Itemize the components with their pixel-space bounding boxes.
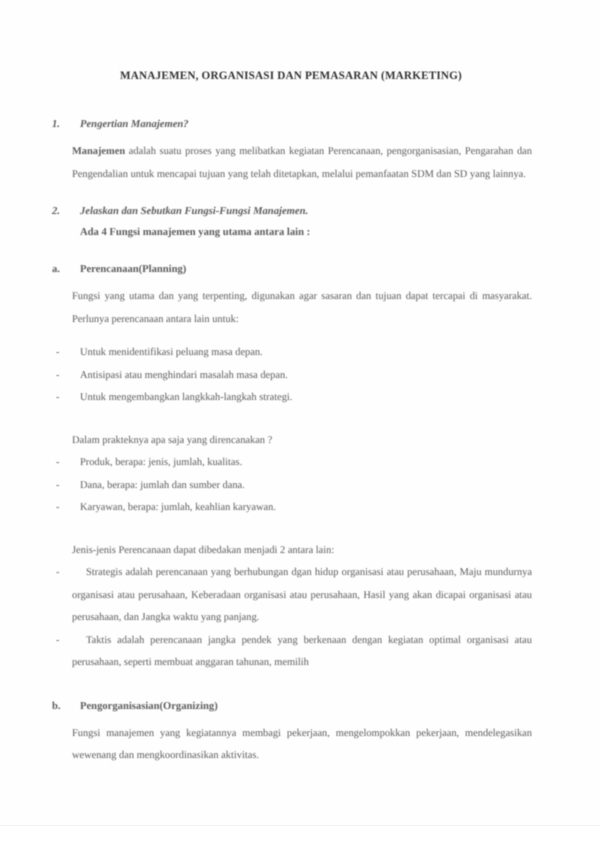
answer-body-text: adalah suatu proses yang melibatkan kegiatan Perencanaan, pengorganisasian, Pengarahan dan Pengendalian untuk mencapai tujuan yang telah ditetapkan, melalui pemanfaatan SDM dan SD yang lainnya.: [72, 146, 532, 180]
question-number-1: 1.: [52, 119, 60, 130]
question-heading-1: Pengertian Manajemen?: [80, 119, 189, 130]
dash-bullet-icon: -: [56, 634, 60, 646]
question-number-2: 2.: [52, 206, 60, 217]
bullet-list-planning-items: [50, 452, 532, 520]
dash-bullet-icon: -: [56, 567, 60, 578]
list-item: [50, 452, 532, 475]
question-item-1: [50, 119, 532, 130]
section-item-a: [50, 264, 532, 275]
page-bottom-edge: [0, 825, 600, 850]
dash-bullet-icon: -: [56, 347, 60, 358]
dash-bullet-icon: -: [56, 479, 60, 491]
section-letter-b: b.: [52, 700, 61, 712]
list-item-label: Produk, berapa: jenis, jumlah, kualitas.: [80, 457, 243, 468]
section-heading-b: Pengorganisasian(Organizing): [80, 700, 218, 712]
list-item-label: Strategis adalah perencanaan yang berhubungan dgan hidup organisasi atau perusahaan, Maju mundurnya organisasi atau perusahaan, Keberadaan organisasi atau perusahaan, Hasil yang akan dicapai organisasi atau perusahaan, dan Jangka waktu yang panjang.: [72, 567, 532, 623]
section-letter-a: a.: [52, 264, 60, 275]
bullet-list-planning-types: [50, 562, 532, 675]
dash-bullet-icon: -: [56, 369, 60, 381]
list-item: [50, 497, 532, 520]
list-item: [50, 475, 532, 498]
answer-lead-term: Manajemen: [72, 146, 126, 157]
section-item-b: [50, 701, 532, 712]
list-item-label: Dana, berapa: jumlah dan sumber dana.: [80, 479, 245, 491]
bullet-list-planning-needs: [50, 342, 532, 410]
list-item: [50, 562, 532, 630]
question-heading-2: Jelaskan dan Sebutkan Fungsi-Fungsi Manajemen.: [80, 206, 309, 217]
list-item-label: Karyawan, berapa: jumlah, keahlian karyawan.: [80, 502, 276, 513]
dash-bullet-icon: -: [56, 392, 60, 403]
dash-bullet-icon: -: [56, 457, 60, 468]
list-item-label: Taktis adalah perencanaan jangka pendek yang berkenaan dengan kegiatan optimal organisasi atau perusahaan, seperti membuat anggaran tahunan, memilih: [72, 634, 532, 668]
question-item-2: [50, 206, 532, 238]
question-1-answer: [50, 141, 532, 186]
list-item-label: Untuk menidentifikasi peluang masa depan.: [80, 347, 263, 358]
list-item: [50, 630, 532, 675]
list-item: [50, 342, 532, 365]
document-title: MANAJEMEN, ORGANISASI DAN PEMASARAN (MARKETING): [120, 70, 462, 82]
list-item: [50, 365, 532, 388]
question-2-subheading: Ada 4 Fungsi manajemen yang utama antara lain :: [80, 227, 311, 238]
section-a-prompt-practice: Dalam prakteknya apa saja yang direncanakan ?: [72, 434, 273, 446]
section-b-intro: Fungsi manajemen yang kegiatannya membagi pekerjaan, mengelompokkan pekerjaan, mendelegasikan wewenang dan mengkoordinasikan aktivitas.: [72, 727, 532, 761]
section-heading-a: Perencanaan(Planning): [80, 264, 187, 275]
list-item: [50, 387, 532, 410]
list-item-label: Antisipasi atau menghindari masalah masa depan.: [80, 369, 288, 381]
dash-bullet-icon: -: [56, 502, 60, 513]
document-content: [50, 0, 532, 825]
list-item-label: Untuk mengembangkan langkkah-langkah strategi.: [80, 392, 293, 403]
section-a-prompt-types: Jenis-jenis Perencanaan dapat dibedakan menjadi 2 antara lain:: [72, 544, 335, 556]
section-a-intro: Fungsi yang utama dan yang terpenting, digunakan agar sasaran dan tujuan dapat tercapai di masyarakat. Perlunya perencanaan antara lain untuk:: [72, 291, 532, 325]
